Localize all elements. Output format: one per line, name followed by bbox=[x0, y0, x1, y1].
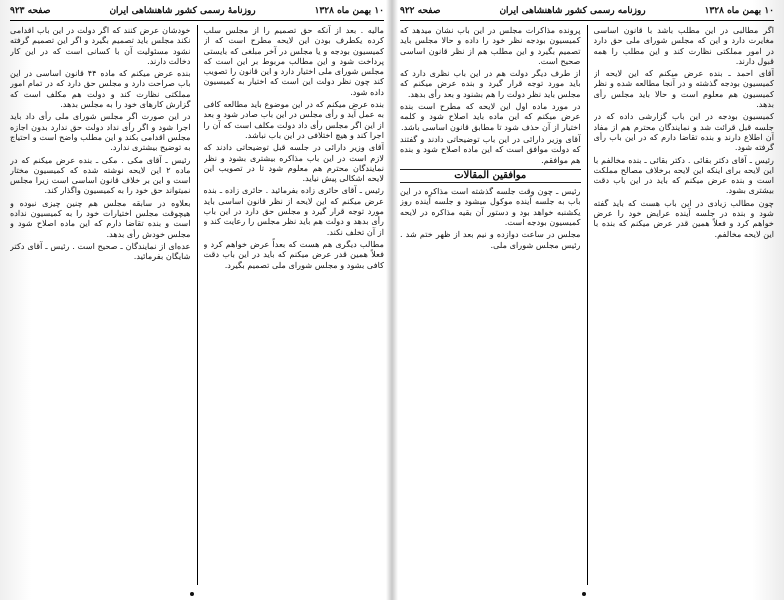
paragraph: چون مطالب زیادی در این باب هست که باید گفته شود و بنده در جلسه آینده عرایض خود را عرض خواهم کرد و فعلاً همین قدر عرض میکنم که بنده با این لایحه مخالفم. bbox=[593, 197, 774, 239]
left-page-title: روزنامهٔ رسمی کشور شاهنشاهی ایران bbox=[109, 6, 256, 16]
paragraph: آقای وزیر دارائی در جلسه قبل توضیحاتی دادند که لازم است در این باب مذاکره بیشتری بشود و نظر نمایندگان محترم هم معلوم شود تا در تصویب این لایحه اشکالی پیش نیاید. bbox=[203, 142, 384, 184]
right-page-columns bbox=[400, 25, 774, 585]
paragraph: آقای وزیر دارائی در این باب توضیحاتی دادند و گفتند که دولت موافق است که این ماده اصلاح شود و بنده هم موافقم. bbox=[400, 133, 581, 165]
right-page-right-column bbox=[594, 25, 775, 585]
paragraph: در این صورت اگر مجلس شورای ملی رأی داد باید اجرا شود و اگر رأی نداد دولت حق ندارد بدون اجازه مجلس اقدامی بکند و این مطلب واضح است و احتیاج به توضیح بیشتری ندارد. bbox=[10, 111, 191, 153]
paragraph: کمیسیون بودجه در این باب گزارشی داده که در جلسه قبل قرائت شد و نمایندگان محترم هم از مفاد آن اطلاع دارند و بنده تقاضا دارم که در این باب رأی گرفته شود. bbox=[593, 111, 774, 153]
right-page-date: ۱۰ بهمن ماه ۱۳۲۸ bbox=[704, 6, 774, 16]
paragraph: خودشان عرض کنند که اگر دولت در این باب اقدامی نکند مجلس باید تصمیم بگیرد و اگر این تصمیم گرفته نشود مسئولیت آن با کسانی است که در این کار دخالت دارند. bbox=[10, 25, 191, 66]
left-page-columns bbox=[10, 25, 384, 585]
paragraph: بعلاوه در سابقه مجلس هم چنین چیزی نبوده و هیچوقت مجلس اختیارات خود را به کمیسیون نداده است و بنده تقاضا دارم که این ماده اصلاح شود و مجلس خودش رأی بدهد. bbox=[10, 197, 191, 239]
right-page-number: صفحه ۹۲۲ bbox=[400, 6, 441, 16]
right-page-left-column bbox=[400, 25, 581, 585]
page-footer-mark bbox=[582, 592, 586, 596]
paragraph: اگر مطالبی در این مطلب باشد با قانون اساسی مغایرت دارد و این که مجلس شورای ملی حق دارد در امور مملکتی نظارت کند و این مطلب را همه قبول دارند. bbox=[593, 25, 774, 66]
paragraph: عده‌ای از نمایندگان ـ صحیح است . رئیس ـ آقای دکتر شایگان بفرمائید. bbox=[10, 240, 191, 262]
right-page bbox=[392, 0, 784, 600]
paragraph: مطالب دیگری هم هست که بعداً عرض خواهم کرد و فعلاً همین قدر عرض میکنم که باید در این باب دقت کافی بشود و مجلس شورای ملی تصمیم بگیرد. bbox=[203, 238, 384, 270]
paragraph: رئیس ـ چون وقت جلسه گذشته است مذاکره در این باب به جلسه آینده موکول میشود و جلسه آینده روز یکشنبه خواهد بود و دستور آن بقیه مذاکره در لایحه کمیسیون بودجه است. bbox=[400, 186, 581, 228]
paragraph: رئیس ـ آقای حائری زاده بفرمائید . حائری زاده ـ بنده عرض میکنم که این لایحه از نظر قانون اساسی باید مورد توجه قرار گیرد و مجلس حق دارد در این باب رأی بدهد و دولت هم باید نظر مجلس را رعایت کند و از آن تخلف نکند. bbox=[203, 185, 384, 237]
paragraph: مجلس در ساعت دوازده و نیم بعد از ظهر ختم شد . رئیس مجلس شورای ملی. bbox=[400, 229, 581, 250]
right-page-title: روزنامه رسمی کشور شاهنشاهی ایران bbox=[499, 6, 646, 16]
paragraph: آقای احمد ـ بنده عرض میکنم که این لایحه از کمیسیون بودجه گذشته و در آنجا مطالعه شده و نظر کمیسیون هم معلوم است و حالا باید مجلس رأی بدهد. bbox=[593, 68, 774, 110]
left-page-right-column bbox=[204, 25, 385, 585]
book-gutter bbox=[386, 0, 398, 600]
paragraph: مالیه . بعد از آنکه حق تصمیم را از مجلس سلب کرده یکطرف بودن این لایحه مطرح است که از کمیسیون بودجه و یا مجلس در آخر مبلغی که بایستی پرداخت شود و این مطالب مربوط بر این است که مجلس شورای ملی اختیار دارد و این قانون را تصویب کند چون نظر دولت این است که اختیار به کمیسیون داده شود. bbox=[203, 25, 384, 97]
left-page-number: صفحه ۹۲۳ bbox=[10, 6, 51, 16]
paragraph: بنده عرض میکنم که در این موضوع باید مطالعه کافی به عمل آید و رأی مجلس در این باب صادر شود و بعد از این اگر مجلس رأی داد دولت مکلف است که آن را اجرا کند و هیچ اختلافی در این باب نباشد. bbox=[203, 99, 384, 140]
page-footer-mark bbox=[190, 592, 194, 596]
left-page-header bbox=[10, 4, 384, 21]
paragraph: در مورد ماده اول این لایحه که مطرح است بنده عرض میکنم که این ماده باید اصلاح شود و کلمه اختیار از آن حذف شود تا مطابق قانون اساسی باشد. bbox=[400, 101, 581, 132]
column-divider bbox=[197, 25, 198, 585]
paragraph: از طرف دیگر دولت هم در این باب نظری دارد که باید مورد توجه قرار گیرد و بنده عرض میکنم که مجلس باید نظر دولت را هم بشنود و بعد رأی بدهد. bbox=[400, 68, 581, 99]
section-heading: موافقین المقالات bbox=[400, 169, 581, 183]
left-page-left-column bbox=[10, 25, 191, 585]
left-page-date: ۱۰ بهمن ماه ۱۳۲۸ bbox=[314, 6, 384, 16]
column-divider bbox=[587, 25, 588, 585]
right-page-header bbox=[400, 4, 774, 21]
paragraph: رئیس ـ آقای مکی . مکی ـ بنده عرض میکنم که در ماده ۲ این لایحه نوشته شده که کمیسیون مختار است و این بر خلاف قانون اساسی است زیرا مجلس نمیتواند حق خود را به کمیسیون واگذار کند. bbox=[10, 154, 191, 196]
paragraph: پرونده مذاکرات مجلس در این باب نشان میدهد که کمیسیون بودجه نظر خود را داده و حالا مجلس باید تصمیم بگیرد و این مطلب هم از نظر قانون اساسی صحیح است. bbox=[400, 25, 581, 66]
paragraph: رئیس ـ آقای دکتر بقائی . دکتر بقائی ـ بنده مخالفم با این لایحه برای اینکه این لایحه برخلاف مصالح مملکت است و بنده عرض میکنم که باید در این باب دقت بیشتری بشود. bbox=[593, 154, 774, 196]
paragraph: بنده عرض میکنم که ماده ۴۴ قانون اساسی در این باب صراحت دارد و مجلس حق دارد که در تمام امور مملکتی نظارت کند و دولت هم مکلف است که گزارش کارهای خود را به مجلس بدهد. bbox=[10, 68, 191, 110]
